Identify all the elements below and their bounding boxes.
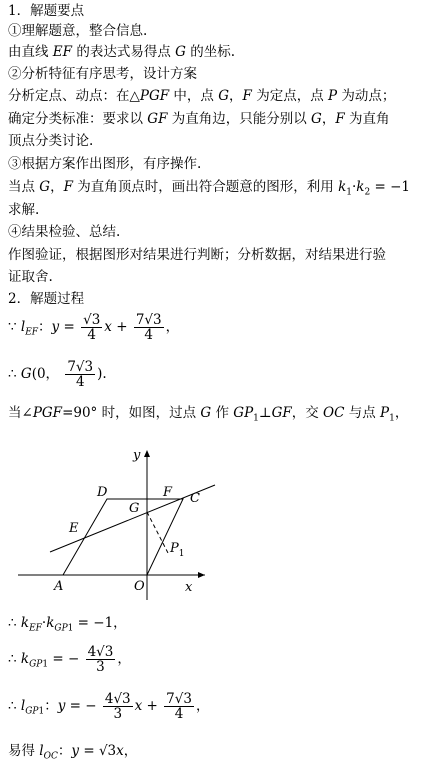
label-y: y bbox=[133, 448, 141, 463]
label-F: F bbox=[163, 485, 173, 500]
step-2-title: ②分析特征有序思考，设计方案 bbox=[8, 66, 197, 82]
step-4-text-b: 证取舍. bbox=[8, 269, 53, 285]
label-G: G bbox=[129, 501, 140, 516]
eq-line-EF: ∵ $l_{EF}$：y = $\frac{√3}{4}$ x + $\frac{7√3}{4}$ ， bbox=[8, 312, 180, 343]
eq-line-GP1: ∴ $l_{GP1}$：y = − $\frac{4√3}{3}$ x + $\frac{7√3}{4}$ ， bbox=[8, 691, 210, 722]
eq-slope-GP1: ∴ $k_{GP1}$ = − $\frac{4√3}{3}$ ， bbox=[8, 644, 131, 675]
eq-point-G: ∴ G(0， $\frac{7√3}{4}$ ). bbox=[8, 359, 107, 390]
step-2-text-a: 分析定点、动点：在△PGF 中，点 G，F 为定点，点 P 为动点； bbox=[8, 88, 396, 104]
step-3-text-b: 求解. bbox=[8, 202, 40, 218]
x-axis-arrow bbox=[198, 572, 205, 578]
label-E: E bbox=[69, 521, 79, 536]
y-axis-arrow bbox=[144, 450, 150, 457]
section-2-heading: 2．解题过程 bbox=[8, 291, 85, 307]
label-D: D bbox=[97, 485, 108, 500]
step-3-title: ③根据方案作出图形，有序操作. bbox=[8, 156, 202, 172]
step-2-text-b: 确定分类标准：要求以 GF 为直角边，只能分别以 G，F 为直角 bbox=[8, 111, 390, 127]
step-4-title: ④结果检验、总结. bbox=[8, 224, 121, 240]
step-2-text-c: 顶点分类讨论. bbox=[8, 133, 94, 149]
step-1-text: 由直线 EF 的表达式易得点 G 的坐标. bbox=[8, 44, 236, 60]
step-3-text: 当点 G，F 为直角顶点时，画出符合题意的图形，利用 $k_1\cdot k_2 = -1$ bbox=[8, 179, 410, 198]
label-C: C bbox=[190, 491, 200, 506]
step-1-title: ①理解题意，整合信息. bbox=[8, 23, 148, 39]
case-PGF-90: 当∠PGF=90° 时，如图，过点 G 作 $GP_1\perp GF$，交 OC 与点 $P_1$， bbox=[8, 405, 409, 424]
label-P1: $P_1$ bbox=[170, 541, 185, 559]
parallelogram bbox=[63, 499, 183, 575]
eq-slope-product: ∴ $k_{EF}\cdot k_{GP1} = -1$， bbox=[8, 615, 127, 634]
section-1-heading: 1．解题要点 bbox=[8, 3, 85, 19]
step-4-text-a: 作图验证，根据图形对结果进行判断；分析数据，对结果进行验 bbox=[8, 247, 386, 263]
label-A: A bbox=[54, 579, 64, 594]
geometry-figure bbox=[0, 440, 444, 610]
label-x: x bbox=[185, 580, 193, 595]
label-O: O bbox=[134, 579, 145, 594]
eq-line-OC: 易得 $l_{OC}$：y = √3x， bbox=[8, 743, 138, 762]
segment-GP1 bbox=[147, 512, 168, 553]
